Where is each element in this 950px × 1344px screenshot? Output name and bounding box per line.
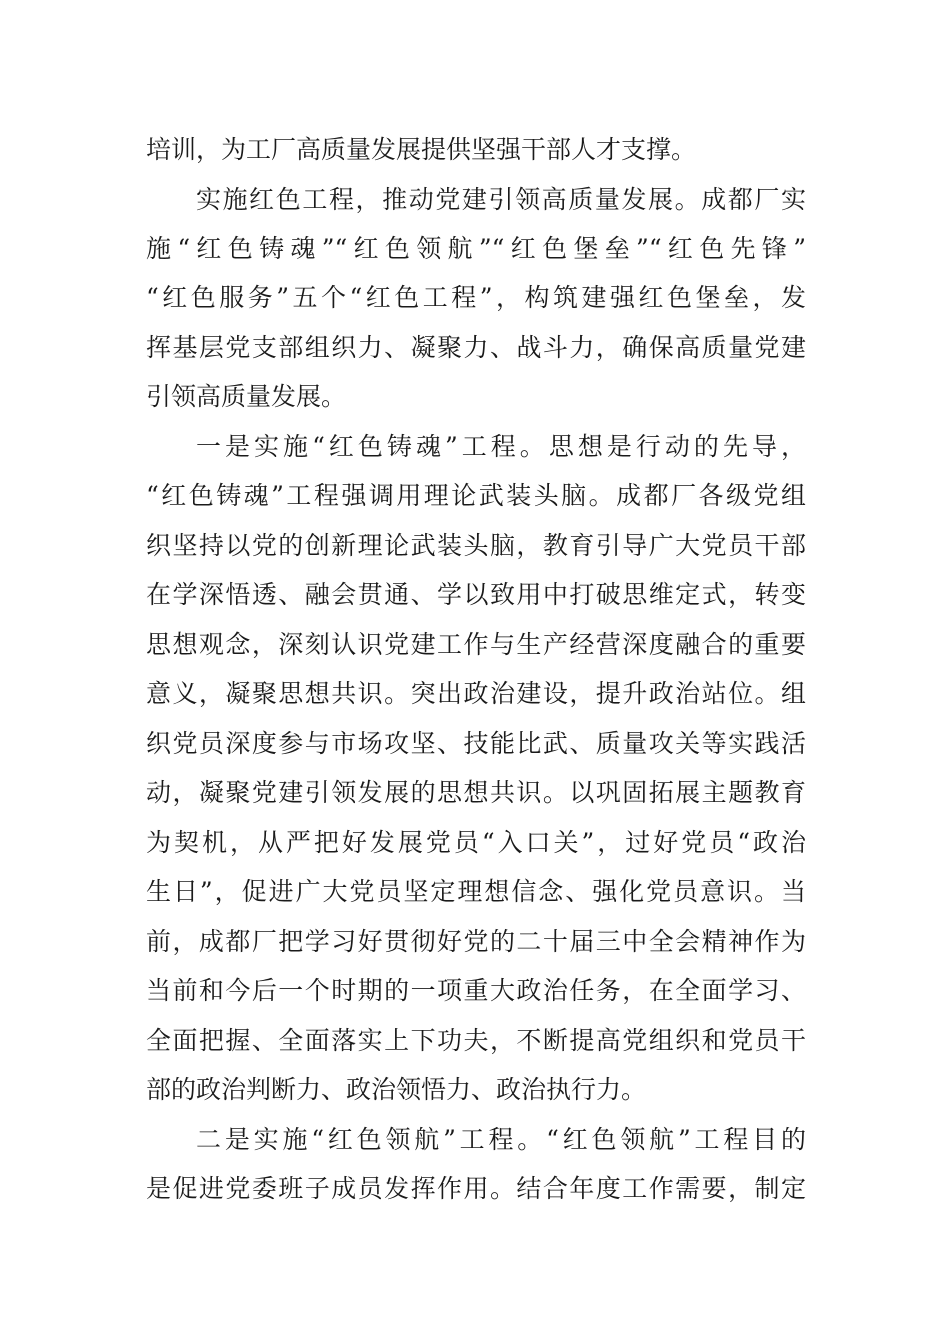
paragraph-2-line-5: 引领高质量发展。 (146, 382, 347, 411)
paragraph-3-line-1: 一是实施“红色铸魂”工程。思想是行动的先导， (196, 432, 806, 461)
paragraph-4-line-1: 二是实施“红色领航”工程。“红色领航”工程目的 (196, 1125, 806, 1154)
paragraph-3-line-4: 在学深悟透、融会贯通、学以致用中打破思维定式，转变 (146, 580, 806, 609)
paragraph-3-line-10: 生日”，促进广大党员坚定理想信念、强化党员意识。当 (146, 877, 806, 906)
paragraph-3-line-2: “红色铸魂”工程强调用理论武装头脑。成都厂各级党组 (146, 481, 806, 510)
paragraph-3-line-9: 为契机，从严把好发展党员“入口关”，过好党员“政治 (146, 828, 806, 857)
paragraph-3-line-6: 意义，凝聚思想共识。突出政治建设，提升政治站位。组 (146, 679, 806, 708)
paragraph-4-line-2: 是促进党委班子成员发挥作用。结合年度工作需要，制定 (146, 1174, 806, 1203)
paragraph-3-line-3: 织坚持以党的创新理论武装头脑，教育引导广大党员干部 (146, 531, 806, 560)
paragraph-1-line-1: 培训，为工厂高质量发展提供坚强干部人才支撑。 (146, 135, 697, 164)
paragraph-3-line-14: 部的政治判断力、政治领悟力、政治执行力。 (146, 1075, 647, 1104)
paragraph-2-line-1: 实施红色工程，推动党建引领高质量发展。成都厂实 (196, 185, 806, 214)
paragraph-2-line-3: “红色服务”五个“红色工程”，构筑建强红色堡垒，发 (146, 283, 806, 312)
paragraph-3-line-5: 思想观念，深刻认识党建工作与生产经营深度融合的重要 (146, 630, 806, 659)
paragraph-3-line-11: 前，成都厂把学习好贯彻好党的二十届三中全会精神作为 (146, 927, 806, 956)
paragraph-3-line-7: 织党员深度参与市场攻坚、技能比武、质量攻关等实践活 (146, 729, 806, 758)
paragraph-3-line-13: 全面把握、全面落实上下功夫，不断提高党组织和党员干 (146, 1026, 806, 1055)
paragraph-2-line-2: 施“红色铸魂”“红色领航”“红色堡垒”“红色先锋” (146, 234, 806, 263)
paragraph-3-line-12: 当前和今后一个时期的一项重大政治任务，在全面学习、 (146, 976, 806, 1005)
paragraph-3-line-8: 动，凝聚党建引领发展的思想共识。以巩固拓展主题教育 (146, 778, 806, 807)
paragraph-2-line-4: 挥基层党支部组织力、凝聚力、战斗力，确保高质量党建 (146, 333, 806, 362)
